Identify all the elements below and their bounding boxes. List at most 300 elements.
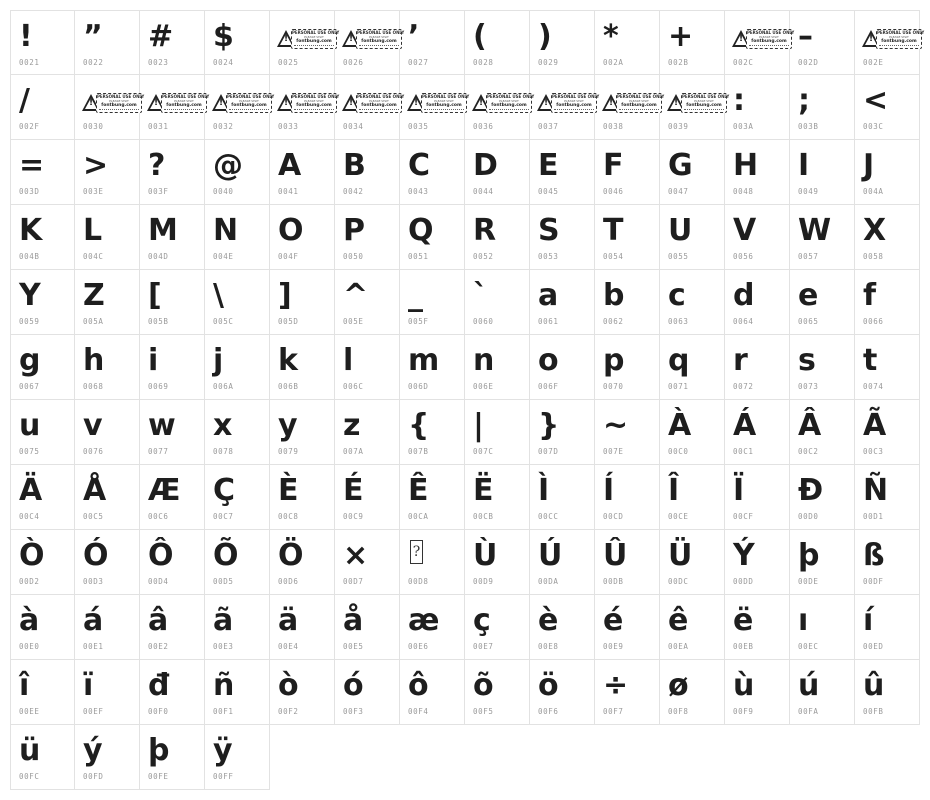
- glyph-cell-006d[interactable]: [400, 335, 465, 400]
- placeholder-line-2: PLEASE VISIT: [304, 35, 324, 39]
- glyph-code-label: 007C: [473, 447, 494, 456]
- glyph-char: =: [19, 148, 45, 183]
- glyph-cell-0076[interactable]: [75, 400, 140, 465]
- personal-use-placeholder: [472, 92, 534, 114]
- glyph-cell-003a[interactable]: [725, 75, 790, 140]
- glyph-char: r: [733, 343, 748, 378]
- glyph-cell-002e[interactable]: [855, 10, 925, 75]
- placeholder-dotted-rule: [359, 109, 399, 111]
- character-grid: [10, 10, 925, 790]
- placeholder-line-1: PERSONAL USE ONLY: [422, 94, 470, 99]
- glyph-cell-0059[interactable]: [10, 270, 75, 335]
- glyph-cell-0032[interactable]: [205, 75, 275, 140]
- glyph-code-label: 0033: [278, 122, 299, 131]
- personal-use-placeholder: [342, 92, 404, 114]
- glyph-cell-005e[interactable]: [335, 270, 400, 335]
- glyph-code-label: 0036: [473, 122, 494, 131]
- glyph-cell-0028[interactable]: [465, 10, 530, 75]
- glyph-cell-00c7[interactable]: [205, 465, 270, 530]
- glyph-cell-00d0[interactable]: [790, 465, 855, 530]
- glyph-cell-0077[interactable]: [140, 400, 205, 465]
- glyph-code-label: 00F9: [733, 707, 754, 716]
- glyph-cell-004f[interactable]: [270, 205, 335, 270]
- glyph-char: ÿ: [213, 733, 233, 768]
- glyph-code-label: 003C: [863, 122, 884, 131]
- glyph-cell-00e0[interactable]: [10, 595, 75, 660]
- glyph-cell-0068[interactable]: [75, 335, 140, 400]
- glyph-char: R: [473, 213, 497, 248]
- glyph-cell-002d[interactable]: [790, 10, 855, 75]
- glyph-cell-00cb[interactable]: [465, 465, 530, 530]
- glyph-cell-00d6[interactable]: [270, 530, 335, 595]
- glyph-cell-005d[interactable]: [270, 270, 335, 335]
- glyph-char: Ó: [83, 538, 109, 573]
- glyph-code-label: 00EA: [668, 642, 689, 651]
- glyph-char: b: [603, 278, 625, 313]
- glyph-cell-00db[interactable]: [595, 530, 660, 595]
- glyph-char: `: [473, 278, 488, 313]
- warning-exclamation: !: [674, 98, 679, 108]
- glyph-char: ô: [408, 668, 429, 703]
- glyph-char: ?: [148, 148, 166, 183]
- glyph-cell-0074[interactable]: [855, 335, 920, 400]
- glyph-cell-0024[interactable]: [205, 10, 270, 75]
- glyph-code-label: 0043: [408, 187, 429, 196]
- glyph-code-label: 0044: [473, 187, 494, 196]
- glyph-cell-0064[interactable]: [725, 270, 790, 335]
- glyph-cell-00c5[interactable]: [75, 465, 140, 530]
- glyph-code-label: 006E: [473, 382, 494, 391]
- glyph-code-label: 004B: [19, 252, 40, 261]
- glyph-cell-00ee[interactable]: [10, 660, 75, 725]
- glyph-cell-0031[interactable]: [140, 75, 210, 140]
- glyph-cell-0035[interactable]: [400, 75, 470, 140]
- glyph-code-label: 0053: [538, 252, 559, 261]
- glyph-char: V: [733, 213, 757, 248]
- glyph-cell-00d8[interactable]: [400, 530, 465, 595]
- glyph-char: Æ: [148, 473, 181, 508]
- placeholder-line-1: PERSONAL USE ONLY: [97, 94, 145, 99]
- warning-exclamation: !: [284, 98, 289, 108]
- glyph-cell-006a[interactable]: [205, 335, 270, 400]
- glyph-cell-0066[interactable]: [855, 270, 920, 335]
- glyph-cell-003f[interactable]: [140, 140, 205, 205]
- glyph-cell-007c[interactable]: [465, 400, 530, 465]
- glyph-cell-004a[interactable]: [855, 140, 920, 205]
- glyph-cell-00d2[interactable]: [10, 530, 75, 595]
- glyph-cell-00c8[interactable]: [270, 465, 335, 530]
- glyph-cell-00df[interactable]: [855, 530, 920, 595]
- placeholder-line-2: PLEASE VISIT: [174, 99, 194, 103]
- glyph-char: _: [408, 278, 423, 313]
- glyph-cell-00f8[interactable]: [660, 660, 725, 725]
- glyph-cell-00e3[interactable]: [205, 595, 270, 660]
- glyph-char: f: [863, 278, 877, 313]
- glyph-cell-002b[interactable]: [660, 10, 725, 75]
- glyph-cell-00c6[interactable]: [140, 465, 205, 530]
- glyph-char: q: [668, 343, 690, 378]
- glyph-char: X: [863, 213, 887, 248]
- glyph-cell-00c4[interactable]: [10, 465, 75, 530]
- placeholder-line-2: PLEASE VISIT: [304, 99, 324, 103]
- glyph-cell-0061[interactable]: [530, 270, 595, 335]
- glyph-code-label: 00DC: [668, 577, 689, 586]
- glyph-code-label: 0060: [473, 317, 494, 326]
- glyph-cell-00e6[interactable]: [400, 595, 465, 660]
- glyph-cell-00ed[interactable]: [855, 595, 920, 660]
- glyph-char: Å: [83, 473, 107, 508]
- glyph-cell-0038[interactable]: [595, 75, 665, 140]
- glyph-cell-00fc[interactable]: [10, 725, 75, 790]
- glyph-char: #: [148, 19, 174, 54]
- glyph-code-label: 00FA: [798, 707, 819, 716]
- glyph-char: ê: [668, 603, 689, 638]
- placeholder-line-3: fontbung.com: [751, 39, 787, 44]
- placeholder-dotted-rule: [489, 109, 529, 111]
- glyph-cell-0033[interactable]: [270, 75, 340, 140]
- glyph-cell-0044[interactable]: [465, 140, 530, 205]
- glyph-cell-0072[interactable]: [725, 335, 790, 400]
- glyph-cell-0065[interactable]: [790, 270, 855, 335]
- glyph-code-label: 0079: [278, 447, 299, 456]
- glyph-code-label: 0038: [603, 122, 624, 131]
- glyph-char: !: [19, 19, 33, 54]
- glyph-cell-00fd[interactable]: [75, 725, 140, 790]
- glyph-char: $: [213, 19, 234, 54]
- glyph-code-label: 003D: [19, 187, 40, 196]
- glyph-cell-0046[interactable]: [595, 140, 660, 205]
- placeholder-line-1: PERSONAL USE ONLY: [487, 94, 535, 99]
- placeholder-box: [551, 93, 600, 113]
- glyph-code-label: 0075: [19, 447, 40, 456]
- glyph-cell-00f7[interactable]: [595, 660, 660, 725]
- glyph-code-label: 004C: [83, 252, 104, 261]
- glyph-char: ã: [213, 603, 234, 638]
- glyph-char: ”: [83, 19, 103, 54]
- glyph-char: Ô: [148, 538, 174, 573]
- glyph-cell-00f9[interactable]: [725, 660, 790, 725]
- glyph-cell-00e1[interactable]: [75, 595, 140, 660]
- glyph-cell-00f0[interactable]: [140, 660, 205, 725]
- placeholder-dotted-rule: [229, 109, 269, 111]
- glyph-cell-0055[interactable]: [660, 205, 725, 270]
- glyph-cell-0045[interactable]: [530, 140, 595, 205]
- glyph-cell-00da[interactable]: [530, 530, 595, 595]
- glyph-code-label: 00CC: [538, 512, 559, 521]
- glyph-cell-00e5[interactable]: [335, 595, 400, 660]
- glyph-cell-002f[interactable]: [10, 75, 75, 140]
- glyph-cell-004e[interactable]: [205, 205, 270, 270]
- glyph-cell-0022[interactable]: [75, 10, 140, 75]
- warning-exclamation: !: [739, 34, 744, 44]
- glyph-code-label: 0023: [148, 58, 169, 67]
- glyph-char: Õ: [213, 538, 239, 573]
- glyph-cell-00e4[interactable]: [270, 595, 335, 660]
- glyph-cell-007e[interactable]: [595, 400, 660, 465]
- glyph-char: ç: [473, 603, 491, 638]
- glyph-cell-003d[interactable]: [10, 140, 75, 205]
- glyph-cell-00c1[interactable]: [725, 400, 790, 465]
- glyph-cell-00f3[interactable]: [335, 660, 400, 725]
- glyph-cell-0069[interactable]: [140, 335, 205, 400]
- glyph-cell-0070[interactable]: [595, 335, 660, 400]
- glyph-char: |: [473, 408, 484, 443]
- placeholder-dotted-rule: [879, 45, 919, 47]
- glyph-cell-00cd[interactable]: [595, 465, 660, 530]
- glyph-cell-00ea[interactable]: [660, 595, 725, 660]
- glyph-cell-0057[interactable]: [790, 205, 855, 270]
- glyph-cell-0078[interactable]: [205, 400, 270, 465]
- placeholder-line-3: fontbung.com: [881, 39, 917, 44]
- glyph-cell-00fb[interactable]: [855, 660, 920, 725]
- glyph-cell-00c0[interactable]: [660, 400, 725, 465]
- glyph-code-label: 0064: [733, 317, 754, 326]
- glyph-code-label: 0048: [733, 187, 754, 196]
- glyph-char: L: [83, 213, 103, 248]
- glyph-code-label: 0063: [668, 317, 689, 326]
- glyph-cell-00d1[interactable]: [855, 465, 920, 530]
- glyph-code-label: 00C2: [798, 447, 819, 456]
- warning-exclamation: !: [349, 34, 354, 44]
- placeholder-line-1: PERSONAL USE ONLY: [162, 94, 210, 99]
- glyph-cell-006e[interactable]: [465, 335, 530, 400]
- glyph-char: K: [19, 213, 43, 248]
- glyph-code-label: 0055: [668, 252, 689, 261]
- glyph-cell-00e8[interactable]: [530, 595, 595, 660]
- placeholder-dotted-rule: [554, 109, 594, 111]
- glyph-cell-006f[interactable]: [530, 335, 595, 400]
- glyph-code-label: 007E: [603, 447, 624, 456]
- glyph-char: I: [798, 148, 810, 183]
- glyph-char: g: [19, 343, 41, 378]
- glyph-cell-0029[interactable]: [530, 10, 595, 75]
- glyph-cell-00c2[interactable]: [790, 400, 855, 465]
- glyph-cell-00fa[interactable]: [790, 660, 855, 725]
- glyph-char: T: [603, 213, 624, 248]
- glyph-code-label: 002E: [863, 58, 884, 67]
- glyph-code-label: 00F1: [213, 707, 234, 716]
- glyph-code-label: 002A: [603, 58, 624, 67]
- glyph-code-label: 00F0: [148, 707, 169, 716]
- glyph-cell-0021[interactable]: [10, 10, 75, 75]
- glyph-code-label: 00CF: [733, 512, 754, 521]
- warning-exclamation: !: [544, 98, 549, 108]
- glyph-cell-003c[interactable]: [855, 75, 920, 140]
- warning-exclamation: !: [479, 98, 484, 108]
- glyph-char: {: [408, 408, 430, 443]
- placeholder-line-2: PLEASE VISIT: [889, 35, 909, 39]
- glyph-cell-002c[interactable]: [725, 10, 795, 75]
- glyph-cell-00eb[interactable]: [725, 595, 790, 660]
- glyph-cell-00cc[interactable]: [530, 465, 595, 530]
- glyph-cell-002a[interactable]: [595, 10, 660, 75]
- glyph-code-label: 004D: [148, 252, 169, 261]
- glyph-cell-0047[interactable]: [660, 140, 725, 205]
- glyph-cell-005f[interactable]: [400, 270, 465, 335]
- placeholder-box: [681, 93, 730, 113]
- glyph-cell-00c9[interactable]: [335, 465, 400, 530]
- glyph-cell-007d[interactable]: [530, 400, 595, 465]
- glyph-cell-0071[interactable]: [660, 335, 725, 400]
- glyph-code-label: 00D7: [343, 577, 364, 586]
- glyph-code-label: 00EB: [733, 642, 754, 651]
- glyph-cell-00fe[interactable]: [140, 725, 205, 790]
- glyph-cell-0053[interactable]: [530, 205, 595, 270]
- glyph-code-label: 00F4: [408, 707, 429, 716]
- glyph-cell-00c3[interactable]: [855, 400, 920, 465]
- glyph-code-label: 00D8: [408, 577, 429, 586]
- glyph-char: M: [148, 213, 178, 248]
- glyph-cell-005c[interactable]: [205, 270, 270, 335]
- glyph-cell-00ef[interactable]: [75, 660, 140, 725]
- glyph-cell-00de[interactable]: [790, 530, 855, 595]
- glyph-char: ý: [83, 733, 103, 768]
- glyph-char: D: [473, 148, 498, 183]
- placeholder-dotted-rule: [749, 45, 789, 47]
- glyph-cell-0052[interactable]: [465, 205, 530, 270]
- glyph-char: ä: [278, 603, 299, 638]
- glyph-cell-0075[interactable]: [10, 400, 75, 465]
- glyph-cell-00ff[interactable]: [205, 725, 270, 790]
- glyph-cell-00f6[interactable]: [530, 660, 595, 725]
- glyph-cell-0037[interactable]: [530, 75, 600, 140]
- glyph-cell-004c[interactable]: [75, 205, 140, 270]
- glyph-cell-00f5[interactable]: [465, 660, 530, 725]
- placeholder-dotted-rule: [424, 109, 464, 111]
- glyph-cell-004b[interactable]: [10, 205, 75, 270]
- glyph-cell-00e9[interactable]: [595, 595, 660, 660]
- glyph-char: Ê: [408, 473, 429, 508]
- glyph-cell-00f1[interactable]: [205, 660, 270, 725]
- glyph-char: d: [733, 278, 755, 313]
- glyph-code-label: 0058: [863, 252, 884, 261]
- glyph-cell-00e7[interactable]: [465, 595, 530, 660]
- glyph-cell-007b[interactable]: [400, 400, 465, 465]
- glyph-cell-0073[interactable]: [790, 335, 855, 400]
- glyph-cell-00dd[interactable]: [725, 530, 790, 595]
- glyph-code-label: 0022: [83, 58, 104, 67]
- placeholder-line-2: PLEASE VISIT: [369, 99, 389, 103]
- glyph-code-label: 0039: [668, 122, 689, 131]
- glyph-cell-0079[interactable]: [270, 400, 335, 465]
- glyph-cell-0048[interactable]: [725, 140, 790, 205]
- glyph-char: ~: [603, 408, 629, 443]
- glyph-cell-00f4[interactable]: [400, 660, 465, 725]
- glyph-cell-003e[interactable]: [75, 140, 140, 205]
- glyph-code-label: 0068: [83, 382, 104, 391]
- placeholder-dotted-rule: [684, 109, 724, 111]
- placeholder-line-3: fontbung.com: [686, 103, 722, 108]
- glyph-code-label: 0028: [473, 58, 494, 67]
- glyph-cell-0030[interactable]: [75, 75, 145, 140]
- glyph-code-label: 0066: [863, 317, 884, 326]
- glyph-cell-004d[interactable]: [140, 205, 205, 270]
- glyph-cell-0036[interactable]: [465, 75, 535, 140]
- glyph-cell-0025[interactable]: [270, 10, 340, 75]
- placeholder-box: [616, 93, 665, 113]
- placeholder-line-3: fontbung.com: [231, 103, 267, 108]
- glyph-code-label: 00D2: [19, 577, 40, 586]
- glyph-char: Ö: [278, 538, 304, 573]
- glyph-code-label: 0040: [213, 187, 234, 196]
- glyph-code-label: 007B: [408, 447, 429, 456]
- glyph-char: z: [343, 408, 361, 443]
- glyph-cell-00ce[interactable]: [660, 465, 725, 530]
- glyph-cell-0054[interactable]: [595, 205, 660, 270]
- glyph-cell-0050[interactable]: [335, 205, 400, 270]
- glyph-cell-00d4[interactable]: [140, 530, 205, 595]
- glyph-cell-00d5[interactable]: [205, 530, 270, 595]
- glyph-cell-005b[interactable]: [140, 270, 205, 335]
- glyph-cell-00d9[interactable]: [465, 530, 530, 595]
- glyph-cell-0023[interactable]: [140, 10, 205, 75]
- glyph-char: Ë: [473, 473, 494, 508]
- glyph-code-label: 0074: [863, 382, 884, 391]
- glyph-code-label: 0071: [668, 382, 689, 391]
- glyph-code-label: 007D: [538, 447, 559, 456]
- glyph-cell-0041[interactable]: [270, 140, 335, 205]
- glyph-cell-0058[interactable]: [855, 205, 920, 270]
- glyph-cell-0063[interactable]: [660, 270, 725, 335]
- glyph-cell-00cf[interactable]: [725, 465, 790, 530]
- glyph-cell-00e2[interactable]: [140, 595, 205, 660]
- glyph-cell-0039[interactable]: [660, 75, 730, 140]
- placeholder-line-1: PERSONAL USE ONLY: [877, 30, 925, 35]
- glyph-cell-0062[interactable]: [595, 270, 660, 335]
- glyph-char: <: [863, 83, 889, 118]
- glyph-char: þ: [798, 538, 820, 573]
- glyph-code-label: 00FE: [148, 772, 169, 781]
- glyph-char: h: [83, 343, 105, 378]
- glyph-code-label: 00E1: [83, 642, 104, 651]
- glyph-cell-00d7[interactable]: [335, 530, 400, 595]
- glyph-cell-0042[interactable]: [335, 140, 400, 205]
- glyph-code-label: 00FD: [83, 772, 104, 781]
- glyph-cell-0060[interactable]: [465, 270, 530, 335]
- glyph-code-label: 00C9: [343, 512, 364, 521]
- glyph-char: c: [668, 278, 686, 313]
- glyph-code-label: 00CB: [473, 512, 494, 521]
- glyph-code-label: 0052: [473, 252, 494, 261]
- glyph-cell-00f2[interactable]: [270, 660, 335, 725]
- glyph-cell-0056[interactable]: [725, 205, 790, 270]
- glyph-cell-006b[interactable]: [270, 335, 335, 400]
- glyph-cell-00d3[interactable]: [75, 530, 140, 595]
- glyph-code-label: 0056: [733, 252, 754, 261]
- glyph-code-label: 0045: [538, 187, 559, 196]
- glyph-cell-005a[interactable]: [75, 270, 140, 335]
- glyph-char: P: [343, 213, 365, 248]
- glyph-cell-006c[interactable]: [335, 335, 400, 400]
- glyph-cell-0043[interactable]: [400, 140, 465, 205]
- glyph-cell-00dc[interactable]: [660, 530, 725, 595]
- glyph-cell-007a[interactable]: [335, 400, 400, 465]
- glyph-cell-0040[interactable]: [205, 140, 270, 205]
- glyph-cell-00ec[interactable]: [790, 595, 855, 660]
- glyph-cell-0067[interactable]: [10, 335, 75, 400]
- glyph-cell-0049[interactable]: [790, 140, 855, 205]
- glyph-cell-0026[interactable]: [335, 10, 405, 75]
- glyph-cell-0051[interactable]: [400, 205, 465, 270]
- glyph-cell-00ca[interactable]: [400, 465, 465, 530]
- glyph-code-label: 00D1: [863, 512, 884, 521]
- glyph-cell-0027[interactable]: [400, 10, 465, 75]
- personal-use-placeholder: [147, 92, 209, 114]
- glyph-cell-0034[interactable]: [335, 75, 405, 140]
- glyph-cell-003b[interactable]: [790, 75, 855, 140]
- glyph-code-label: 0031: [148, 122, 169, 131]
- glyph-code-label: 00F7: [603, 707, 624, 716]
